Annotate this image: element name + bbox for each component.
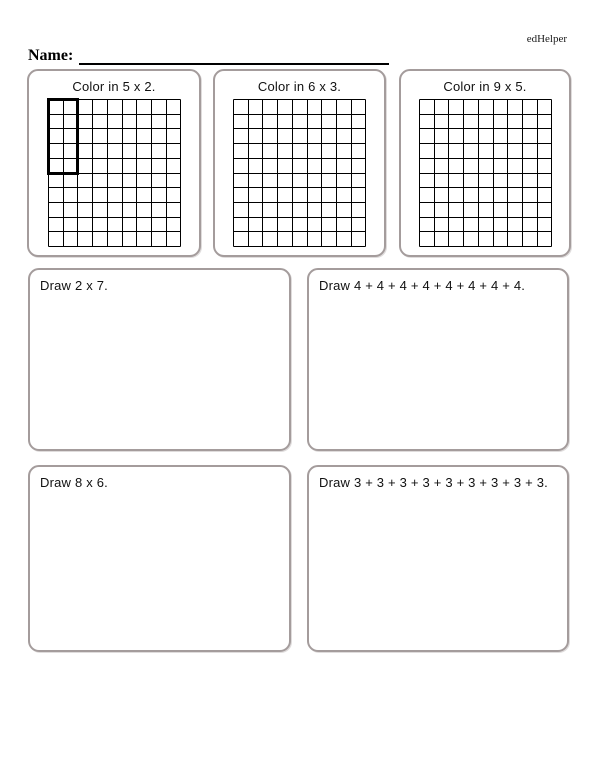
draw-box-label: Draw 2 x 7. [40,278,108,293]
color-box-6x3 [213,69,386,257]
draw-box-4s [307,268,569,451]
name-row [28,47,389,65]
draw-box-2x7 [28,268,291,451]
draw-box-3s [307,465,569,652]
brand-logo-text: edHelper [526,33,567,45]
draw-box-8x6 [28,465,291,652]
draw-box-label: Draw 4 + 4 + 4 + 4 + 4 + 4 + 4 + 4. [319,278,526,293]
array-grid-9x5 [401,97,569,249]
color-box-5x2 [27,69,201,257]
array-grid-5x2 [29,97,199,249]
draw-box-label: Draw 8 x 6. [40,475,108,490]
color-box-title: Color in 9 x 5. [443,79,527,94]
name-label: Name: [28,47,74,64]
array-grid-6x3 [215,97,384,249]
draw-box-label: Draw 3 + 3 + 3 + 3 + 3 + 3 + 3 + 3 + 3. [319,475,548,490]
color-box-9x5 [399,69,571,257]
color-box-title: Color in 5 x 2. [72,79,156,94]
name-blank-line [79,50,389,65]
color-box-title: Color in 6 x 3. [257,79,342,94]
